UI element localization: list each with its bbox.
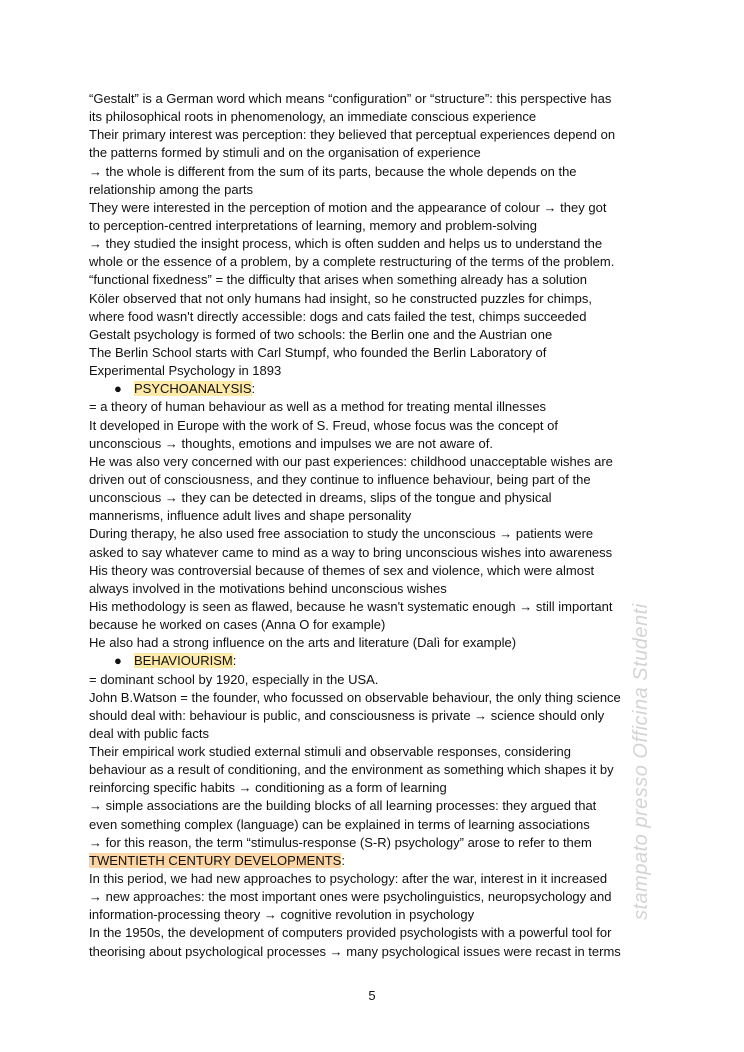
watermark: stampato presso Officina Studenti [630, 603, 652, 920]
bullet-icon: ● [114, 381, 122, 397]
text-line: because he worked on cases (Anna O for example) [89, 617, 386, 633]
heading-suffix: : [232, 653, 237, 669]
text-line: Köler observed that not only humans had insight, so he constructed puzzles for chimps, [89, 290, 592, 306]
page-number: 5 [368, 988, 376, 1003]
behaviourism-section [89, 652, 664, 852]
psychoanalysis-heading [89, 380, 664, 398]
heading-suffix: : [341, 852, 345, 868]
text-line: deal with public facts [89, 725, 209, 741]
gestalt-section [89, 90, 664, 380]
text-line: → new approaches: the most important ones were psycholinguistics, neuropsychology and [89, 889, 612, 905]
text-line: = a theory of human behaviour as well as a method for treating mental illnesses [89, 399, 547, 415]
document-body [89, 90, 664, 961]
text-line: He also had a strong influence on the arts and literature (Dalì for example) [89, 635, 517, 651]
text-line: In this period, we had new approaches to psychology: after the war, interest in it increased [89, 871, 608, 887]
text-line: reinforcing specific habits → conditioning as a form of learning [89, 780, 447, 796]
text-line: where food wasn't directly accessible: dogs and cats failed the test, chimps succeeded [89, 308, 587, 324]
text-line: John B.Watson = the founder, who focussed on observable behaviour, the only thing science [89, 689, 621, 705]
text-line: Gestalt psychology is formed of two schools: the Berlin one and the Austrian one [89, 326, 553, 342]
text-line: It developed in Europe with the work of S. Freud, whose focus was the concept of [89, 417, 558, 433]
text-line: should deal with: behaviour is public, and consciousness is private → science should only [89, 707, 605, 723]
text-line: He was also very concerned with our past experiences: childhood unacceptable wishes are [89, 453, 613, 469]
text-line: → they studied the insight process, which is often sudden and helps us to understand the [89, 236, 603, 252]
text-line: Experimental Psychology in 1893 [89, 363, 282, 379]
text-line: In the 1950s, the development of computers provided psychologists with a powerful tool for [89, 925, 612, 941]
text-line: driven out of consciousness, and they continue to influence behaviour, being part of the [89, 471, 591, 487]
text-line: mannerisms, influence adult lives and shape personality [89, 508, 412, 524]
text-line: even something complex (language) can be explained in terms of learning associations [89, 816, 590, 832]
text-line: Their primary interest was perception: they believed that perceptual experiences depend on [89, 127, 616, 143]
text-line: His theory was controversial because of themes of sex and violence, which were almost [89, 562, 595, 578]
text-line: “Gestalt” is a German word which means “configuration” or “structure”: this perspective has [89, 91, 612, 106]
text-line: to perception-centred interpretations of learning, memory and problem-solving [89, 217, 538, 233]
text-line: = dominant school by 1920, especially in the USA. [89, 671, 379, 687]
text-line: information-processing theory → cognitive revolution in psychology [89, 907, 475, 923]
text-line: unconscious → they can be detected in dreams, slips of the tongue and physical [89, 490, 552, 506]
text-line: whole or the essence of a problem, by a complete restructuring of the terms of the problem. [89, 254, 615, 270]
text-line: Their empirical work studied external stimuli and observable responses, considering [89, 744, 571, 760]
psychoanalysis-section [89, 380, 664, 652]
heading-highlight: TWENTIETH CENTURY DEVELOPMENTS [89, 852, 342, 868]
text-line: asked to say whatever came to mind as a way to bring unconscious wishes into awareness [89, 544, 613, 560]
bullet-icon: ● [114, 653, 122, 669]
heading-highlight: BEHAVIOURISM [134, 653, 233, 669]
text-line: His methodology is seen as flawed, because he wasn't systematic enough → still important [89, 598, 613, 614]
text-line: → for this reason, the term “stimulus-response (S-R) psychology” arose to refer to them [89, 834, 592, 850]
text-line: unconscious → thoughts, emotions and impulses we are not aware of. [89, 435, 493, 451]
text-line: relationship among the parts [89, 181, 254, 197]
text-line: The Berlin School starts with Carl Stumpf, who founded the Berlin Laboratory of [89, 344, 547, 360]
twentieth-century-heading [89, 852, 664, 870]
text-line: behaviour as a result of conditioning, and the environment as something which shapes it by [89, 762, 614, 778]
heading-highlight: PSYCHOANALYSIS [134, 381, 252, 397]
twentieth-century-section [89, 852, 664, 961]
text-line: → the whole is different from the sum of its parts, because the whole depends on the [89, 163, 577, 179]
text-line: always involved in the motivations behind unconscious wishes [89, 580, 447, 596]
text-line: “functional fixedness” = the difficulty that arises when something already has a solution [89, 272, 588, 288]
text-line: They were interested in the perception of motion and the appearance of colour → they got [89, 199, 607, 215]
behaviourism-heading [89, 652, 664, 670]
text-line: During therapy, he also used free association to study the unconscious → patients were [89, 526, 594, 542]
heading-suffix: : [251, 381, 256, 397]
text-line: the patterns formed by stimuli and on the organisation of experience [89, 145, 481, 161]
text-line: → simple associations are the building blocks of all learning processes: they argued that [89, 798, 597, 814]
text-line: its philosophical roots in phenomenology, an immediate conscious experience [89, 109, 537, 125]
text-line: theorising about psychological processes → many psychological issues were recast in terms [89, 943, 621, 959]
